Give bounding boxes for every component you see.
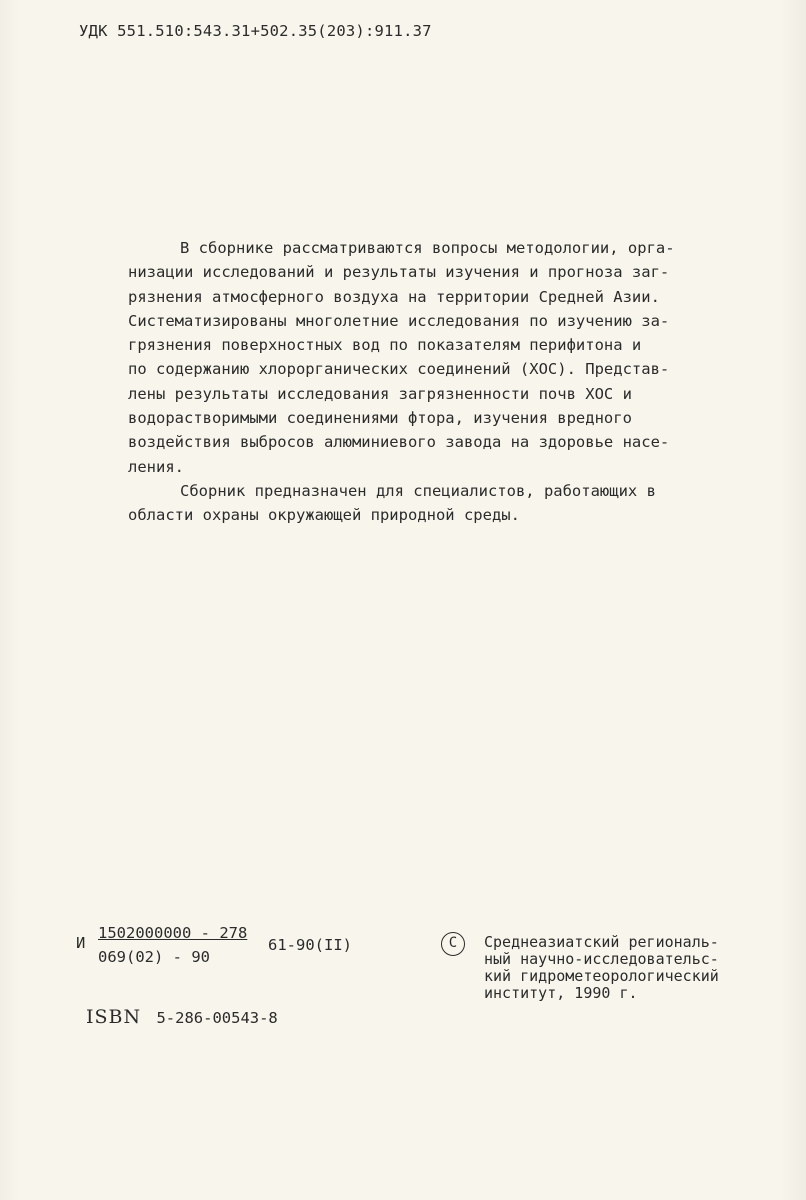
copyright-line: кий гидрометеорологический — [484, 967, 719, 985]
copyright-text — [484, 934, 719, 1002]
copyright-line: ный научно-исследовательс- — [484, 950, 719, 968]
abstract-line: по содержанию хлорорганических соединений (ХОС). Представ- — [128, 360, 670, 379]
copyright-line: Среднеазиатский региональ- — [484, 933, 719, 951]
abstract-line: рязнения атмосферного воздуха на территории Средней Азии. — [128, 287, 660, 306]
copyright-line: институт, 1990 г. — [484, 984, 638, 1002]
udc-classification: УДК 551.510:543.31+502.35(203):911.37 — [79, 22, 432, 40]
abstract-line: водорастворимыми соединениями фтора, изучения вредного — [128, 409, 632, 428]
abstract-line: воздействия выбросов алюминиевого завода на здоровье насе- — [128, 433, 670, 452]
isbn-label: ISBN — [86, 1006, 142, 1028]
index-suffix: 61-90(II) — [268, 936, 352, 954]
abstract-line: Систематизированы многолетние исследования по изучению за- — [128, 311, 670, 330]
copyright-icon: С — [441, 932, 465, 956]
abstract-line: грязнения поверхностных вод по показателям перифитона и — [128, 336, 642, 355]
index-denominator: 069(02) - 90 — [98, 948, 210, 966]
abstract-line: области охраны окружающей природной среды. — [128, 506, 520, 525]
abstract-line: В сборнике рассматриваются вопросы методологии, орга- — [180, 239, 675, 257]
abstract-line: Сборник предназначен для специалистов, работающих в — [180, 481, 656, 500]
isbn-number: 5-286-00543-8 — [156, 1009, 278, 1027]
isbn — [86, 1006, 278, 1028]
abstract-line: лены результаты исследования загрязненности почв ХОС и — [128, 384, 632, 403]
abstract-line: низации исследований и результаты изучения и прогноза заг- — [128, 263, 670, 282]
index-letter: И — [76, 934, 86, 952]
abstract-line: ления. — [128, 457, 184, 476]
index-numerator: 1502000000 - 278 — [98, 924, 248, 942]
abstract-text — [128, 236, 743, 528]
